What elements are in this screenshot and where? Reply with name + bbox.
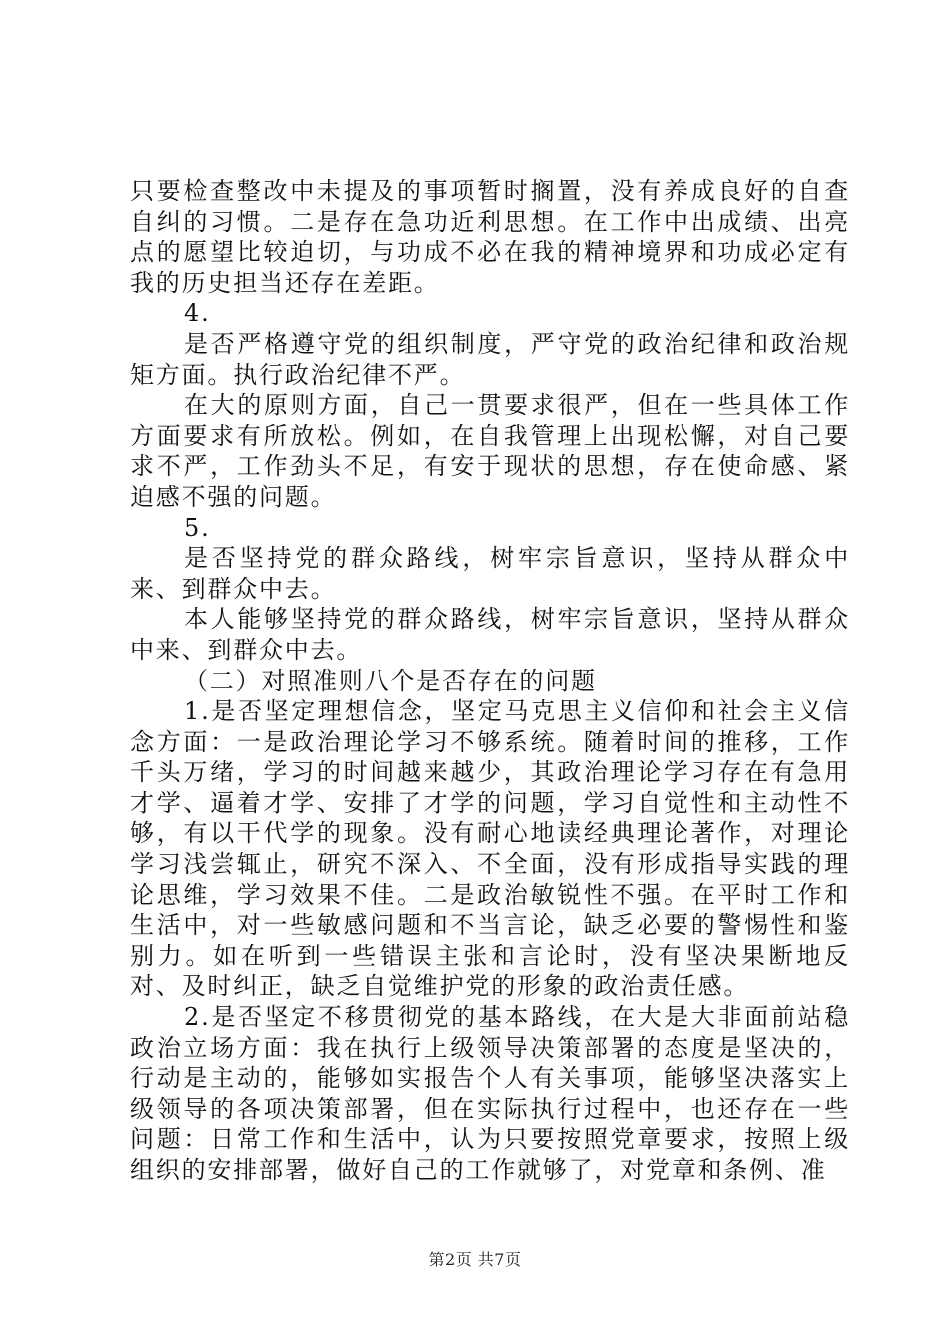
paragraph: 在大的原则方面，自己一贯要求很严，但在一些具体工作方面要求有所放松。例如，在自我管理上出现松懈，对自己要求不严，工作劲头不足，有安于现状的思想，存在使命感、紧迫感不强的问题。 [130, 391, 850, 511]
section-heading: （二）对照准则八个是否存在的问题 [184, 666, 597, 695]
paragraph: 5. [184, 513, 211, 542]
paragraph: 1.是否坚定理想信念，坚定马克思主义信仰和社会主义信念方面：一是政治理论学习不够系统。随着时间的推移，工作千头万绪，学习的时间越来越少，其政治理论学习存在有急用才学、逼着才学、安排了才学的问题，学习自觉性和主动性不够，有以干代学的现象。没有耐心地读经典理论著作，对理论学习浅尝辄止，研究不深入、不全面，没有形成指导实践的理论思维，学习效果不佳。二是政治敏锐性不强。在平时工作和生活中，对一些敏感问题和不当言论，缺乏必要的警惕性和鉴别力。如在听到一些错误主张和言论时，没有坚决果断地反对、及时纠正，缺乏自觉维护党的形象的政治责任感。 [130, 697, 850, 1001]
paragraph: 本人能够坚持党的群众路线，树牢宗旨意识，坚持从群众中来、到群众中去。 [130, 605, 850, 664]
document-body [130, 176, 850, 1186]
paragraph: 是否坚持党的群众路线，树牢宗旨意识，坚持从群众中来、到群众中去。 [130, 544, 850, 603]
page-footer: 第2页 共7页 [428, 1250, 522, 1269]
paragraph: 只要检查整改中未提及的事项暂时搁置，没有养成良好的自查自纠的习惯。二是存在急功近利思想。在工作中出成绩、出亮点的愿望比较迫切，与功成不必在我的精神境界和功成必定有我的历史担当还存在差距。 [130, 177, 850, 297]
paragraph: 2.是否坚定不移贯彻党的基本路线，在大是大非面前站稳政治立场方面：我在执行上级领导决策部署的态度是坚决的，行动是主动的，能够如实报告个人有关事项，能够坚决落实上级领导的各项决策部署，但在实际执行过程中，也还存在一些问题：日常工作和生活中，认为只要按照党章要求，按照上级组织的安排部署，做好自己的工作就够了，对党章和条例、准 [130, 1003, 850, 1184]
paragraph: 4. [184, 299, 211, 328]
paragraph: 是否严格遵守党的组织制度，严守党的政治纪律和政治规矩方面。执行政治纪律不严。 [130, 329, 850, 389]
